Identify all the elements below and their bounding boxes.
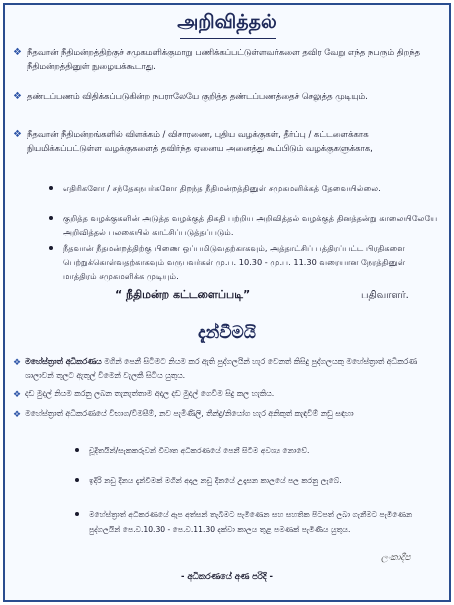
diamond-bullet-icon: ❖ [13,129,22,140]
tamil-bullet-3: ❖ நீதவான் நீதிமன்றங்களில் விளக்கம் / விசாரணை, புதிய வழக்குகள், தீர்ப்பு / கட்டளைக்காக நியமிக்கப்பட்டுள்ள வழக்குகளைத் தவிர்ந்த ஏனைய அனைத்து கூப்பிடும் வழக்குகளுக்காக, [13,129,373,153]
tamil-bullet-1: ❖ நீதவான் நீதிமன்றத்திற்குச் சமுகமளிக்குமாறு பணிக்கப்பட்டுள்ளவர்களை தவிர வேறு எந்த நபரும் திறந்த நீதிமன்றத்தினுள் நுழையக்கூடாது. [13,47,421,71]
notice-board: அறிவித்தல் ❖ நீதவான் நீதிமன்றத்திற்குச் சமுகமளிக்குமாறு பணிக்கப்பட்டுள்ளவர்களை தவிர வேறு எந்த நபரும் திறந்த நீதிமன்றத்தினுள் நுழையக்கூடாது. ❖ தண்டப்பணம் விதிக்கப்படுகின்ற நபராலேயே குறித்த தண்டப்பணத்தைச் செலுத்த முடியும். ❖ நீதவான் நீதிமன்றங்களில் விளக்கம் / விசாரணை, புதிய வழக்குகள், தீர்ப்பு / கட்டளைக்காக நியமிக்கப்பட்டுள்ள வழக்குகளைத் தவிர்ந்த ஏனைய அனைத்து கூப்பிடும் வழக்குகளுக்காக, எதிரிகளோ / சந்தேகநபர்களோ திறந்த நீதிமன்றத்தினுள் சமுகமளிக்கத் தேவையில்லை. குறித்த வழக்குகளின் அடுத்த வழக்குத் திகதி பற்றிய அறிவித்தல் வழக்குத் தினத்தன்று காலையிலேயே அறிவித்தல் பலகையில் காட்சிப்படுத்தப்படும். நீதவான் நீதமன்றத்திற்கு பிணை ஒப்பமிடுவதற்காகவும், அத்தாட்சிப் பத்திரப்பட்ட பிரதிகளை பெற்றுக்கொள்வதற்காகவும் வருபவர்கள் மு.ப. 10.30 - மு.ப. 11.30 வரையான நேரத்தினுள் மாத்திரம் சமுகமளிக்க முடியும். “ நீதிமன்ற கட்டளைப்படி” பதிவாளர். දැන්වීමයි ❖ මහේස්ත්‍රාත් අධිකරණය මගින් පෙනී සිටීමට නියම කර ඇති පුද්ගලයින් හැර වෙනත් කිසිදු පුද්ගලයකු මහේස්ත්‍රාත් අධිකරණ ශාලාවන් තුලට ඇතුල් වීමෙන් වැලකී සිටිය යුතුය. ❖ දඩ මුදල් නියම කරනු ලබන තැනැත්තාම අදාල දඩ මුදල් ගෙවීම සිදු කල හැකිය. ❖ මහේස්ත්‍රාත් අධිකරණයේ විභාග/විමසීම්, නව පැමිණිලි, තීන්දු/නියෝග හැර අනිකුත් කැඳවීම් නඩු සඳහා චූදිතයින්/සැකකරුවන් විවෘත අධිකරණයේ පෙනී සිටීම අවශ්‍ය නොවේ. ඉදිරි නඩු දිනය දැන්වීමක් මගින් අදාල නඩු දිනයේ උදෑසන කාලයේ පල කරනු ලැබේ. මහේස්ත්‍රාත් අධිකරණයේ ඇප අත්සන් තැබීමට පැමිණෙන සහ සහතික පිටපත් ලබා ගැනීමට පැමිණෙන පුද්ගලයින් පෙ.ව.10.30 - පෙ.ව.11.30 දක්වා කාලය තුළ පමණක් පැමිණිය යුතුය. ලංකාදීප - අධිකරණයේ අණ පරිදි - [3,3,451,602]
title-underline [180,38,276,39]
newspaper-logo: ලංකාදීප [381,553,411,563]
tamil-signature-quote: “ நீதிமன்ற கட்டளைப்படி” [115,288,251,301]
sinhala-sub-bullet-3: මහේස්ත්‍රාත් අධිකරණයේ ඇප අත්සන් තැබීමට පැමිණෙන සහ සහතික පිටපත් ලබා ගැනීමට පැමිණෙන පුද්ගලයින් පෙ.ව.10.30 - පෙ.ව.11.30 දක්වා කාලය තුළ පමණක් පැමිණිය යුතුය. [89,507,439,537]
dot-bullet-icon [49,186,53,190]
tamil-title: அறிவித்தல் [177,11,277,33]
diamond-bullet-icon: ❖ [13,410,22,420]
tamil-sub-bullet-3: நீதவான் நீதமன்றத்திற்கு பிணை ஒப்பமிடுவதற்காகவும், அத்தாட்சிப் பத்திரப்பட்ட பிரதிகளை பெற்றுக்கொள்வதற்காகவும் வருபவர்கள் மு.ப. 10.30 - மு.ப. 11.30 வரையான நேரத்தினுள் மாத்திரம் சமுகமளிக்க முடியும். [63,241,438,283]
dot-bullet-icon [49,216,53,220]
sinhala-signature: - අධිකරණයේ අණ පරිදි - [181,571,273,581]
sinhala-sub-bullet-1: චූදිතයින්/සැකකරුවන් විවෘත අධිකරණයේ පෙනී සිටීම අවශ්‍ය නොවේ. [89,443,439,458]
diamond-bullet-icon: ❖ [13,390,22,400]
diamond-bullet-icon: ❖ [13,91,22,102]
tamil-sub-bullet-2: குறித்த வழக்குகளின் அடுத்த வழக்குத் திகதி பற்றிய அறிவித்தல் வழக்குத் தினத்தன்று காலையிலேயே அறிவித்தல் பலகையில் காட்சிப்படுத்தப்படும். [63,211,438,239]
dot-bullet-icon [49,246,53,250]
sinhala-sub-bullet-2: ඉදිරි නඩු දිනය දැන්වීමක් මගින් අදාල නඩු දිනයේ උදෑසන කාලයේ පල කරනු ලැබේ. [89,473,439,488]
diamond-bullet-icon: ❖ [13,47,22,58]
dot-bullet-icon [75,448,79,452]
tamil-signature-role: பதிவாளர். [361,290,409,301]
diamond-bullet-icon: ❖ [13,358,22,368]
dot-bullet-icon [75,478,79,482]
sinhala-title: දැන්වීමයි [197,323,257,343]
tamil-bullet-2: ❖ தண்டப்பணம் விதிக்கப்படுகின்ற நபராலேயே குறித்த தண்டப்பணத்தைச் செலுத்த முடியும். [13,91,368,102]
dot-bullet-icon [75,512,79,516]
tamil-sub-bullet-1: எதிரிகளோ / சந்தேகநபர்களோ திறந்த நீதிமன்றத்தினுள் சமுகமளிக்கத் தேவையில்லை. [63,181,438,195]
